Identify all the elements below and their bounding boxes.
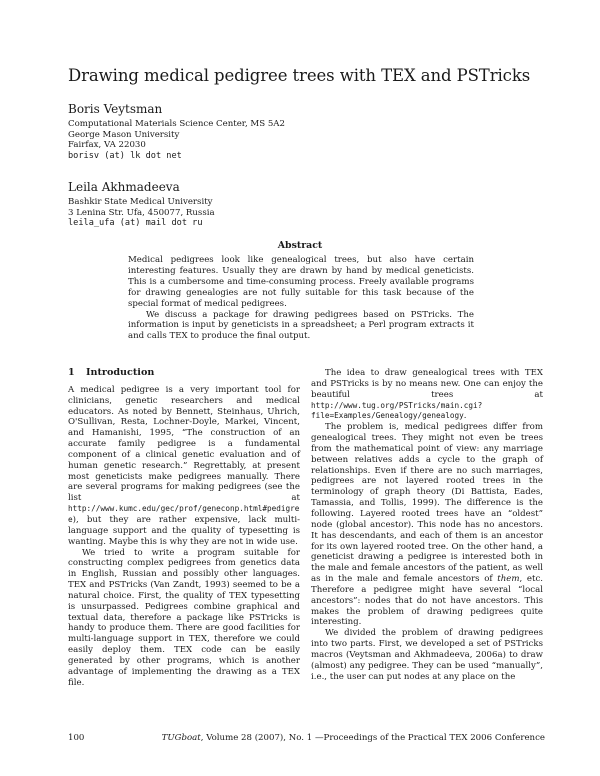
body-paragraph	[68, 385, 300, 548]
link-tug-genealogy[interactable]: http://www.tug.org/PSTricks/main.cgi?file=Examples/Genealogy/genealogy	[311, 400, 483, 421]
author-email: borisv (at) lk dot net	[68, 150, 182, 161]
abstract-paragraph: Medical pedigrees look like genealogical trees, but also have certain interesting features. Usually they are drawn by hand by medical geneticists. This is a cumbersome and time-consuming process. Freely available programs for drawing genealogies are not fully suitable for this task because of the special format of medical pedigrees.	[128, 255, 474, 309]
body-paragraph	[311, 422, 543, 628]
author-address: 3 Lenina Str. Ufa, 450077, Russia	[68, 207, 215, 218]
link-kumc-pedigree[interactable]: http://www.kumc.edu/gec/prof/geneconp.html#pedigree	[68, 504, 300, 524]
author-name: Leila Akhmadeeva	[68, 180, 180, 194]
section-heading	[68, 368, 300, 379]
body-text: ), but they are rather expensive, lack multi-language support and the quality of typesetting is wanting. Maybe this is why they are not in wide use.	[68, 514, 300, 547]
author-address: Fairfax, VA 22030	[68, 140, 146, 151]
body-text: A medical pedigree is a very important tool for clinicians, genetic researchers and medical educators. As noted by Bennett, Steinhaus, Uhrich, O'Sullivan, Resta, Lochner-Doyle, Markei, Vincent, and Hamanishi, 1995, “The construction of an accurate family pedigree is a fundamental component of a clinical genetic evaluation and of human genetic research.” Regrettably, at present most geneticists make pedigrees manually. There are several programs for making pedigrees (see the list at	[68, 384, 300, 504]
body-text: The idea to draw genealogical trees with TEX and PSTricks is by no means new. One can enjoy the beautiful trees at	[311, 368, 543, 400]
emphasis-text: them	[497, 574, 520, 585]
running-footer	[145, 733, 545, 743]
journal-name: TUGboat	[161, 733, 201, 743]
body-text: The problem is, medical pedigrees differ from genealogical trees. They might not even be trees from the mathematical point of view: any marriage between relatives adds a cycle to the graph of relationships. Even if there are no such marriages, pedigrees are not layered rooted trees in the terminology of graph theory (Di Battista, Eades, Tamassia, and Tollis, 1999). The difference is the following. Layered rooted trees have an “oldest” node (global ancestor). This node has no ancestors. It has descendants, and each of them is an ancestor for its own layered rooted tree. On the other hand, a geneticist drawing a pedigree is interested both in the male and female ancestors of the patient, as well as in the male and female ancestors of	[311, 422, 543, 585]
author-name: Boris Veytsman	[68, 102, 163, 116]
author-block-2	[68, 180, 368, 229]
author-affiliation: George Mason University	[68, 129, 180, 140]
body-paragraph	[311, 368, 543, 422]
body-paragraph: We divided the problem of drawing pedigrees into two parts. First, we developed a set of PSTricks macros (Veytsman and Akhmadeeva, 2006a) to draw (almost) any pedigree. They can be used “manually”, i.e., the user can put nodes at any place on the	[311, 628, 543, 682]
section-number: 1	[68, 367, 75, 378]
author-block-1	[68, 102, 368, 161]
author-affiliation: Computational Materials Science Center, MS 5A2	[68, 119, 285, 129]
abstract	[128, 255, 474, 342]
author-affiliation: Bashkir State Medical University	[68, 197, 213, 207]
left-column	[68, 368, 300, 688]
body-text: , etc. Therefore a pedigree might have several “local ancestors”: nodes that do not have ancestors. This makes the problem of drawing pedigrees quite interesting.	[311, 574, 543, 628]
footer-details: , Volume 28 (2007), No. 1 —Proceedings of the Practical TEX 2006 Conference	[200, 733, 545, 743]
abstract-heading: Abstract	[277, 240, 323, 251]
abstract-paragraph: We discuss a package for drawing pedigrees based on PSTricks. The information is input by geneticists in a spreadsheet; a Perl program extracts it and calls TEX to produce the final output.	[128, 309, 474, 342]
paper-title: Drawing medical pedigree trees with TEX and PSTricks	[68, 66, 531, 85]
right-column	[311, 368, 543, 682]
section-title: Introduction	[86, 367, 155, 378]
page-number: 100	[68, 733, 85, 743]
body-text: .	[463, 411, 467, 422]
author-email: leila_ufa (at) mail dot ru	[68, 218, 203, 229]
body-paragraph: We tried to write a program suitable for constructing complex pedigrees from genetics data in English, Russian and possibly other languages. TEX and PSTricks (Van Zandt, 1993) seemed to be a natural choice. First, the quality of TEX typesetting is unsurpassed. Pedigrees combine graphical and textual data, therefore a package like PSTricks is handy to produce them. There are good facilities for multi-language support in TEX, therefore we could easily deploy them. TEX code can be easily generated by other programs, which is another advantage of implementing the drawing as a TEX file.	[68, 547, 300, 688]
